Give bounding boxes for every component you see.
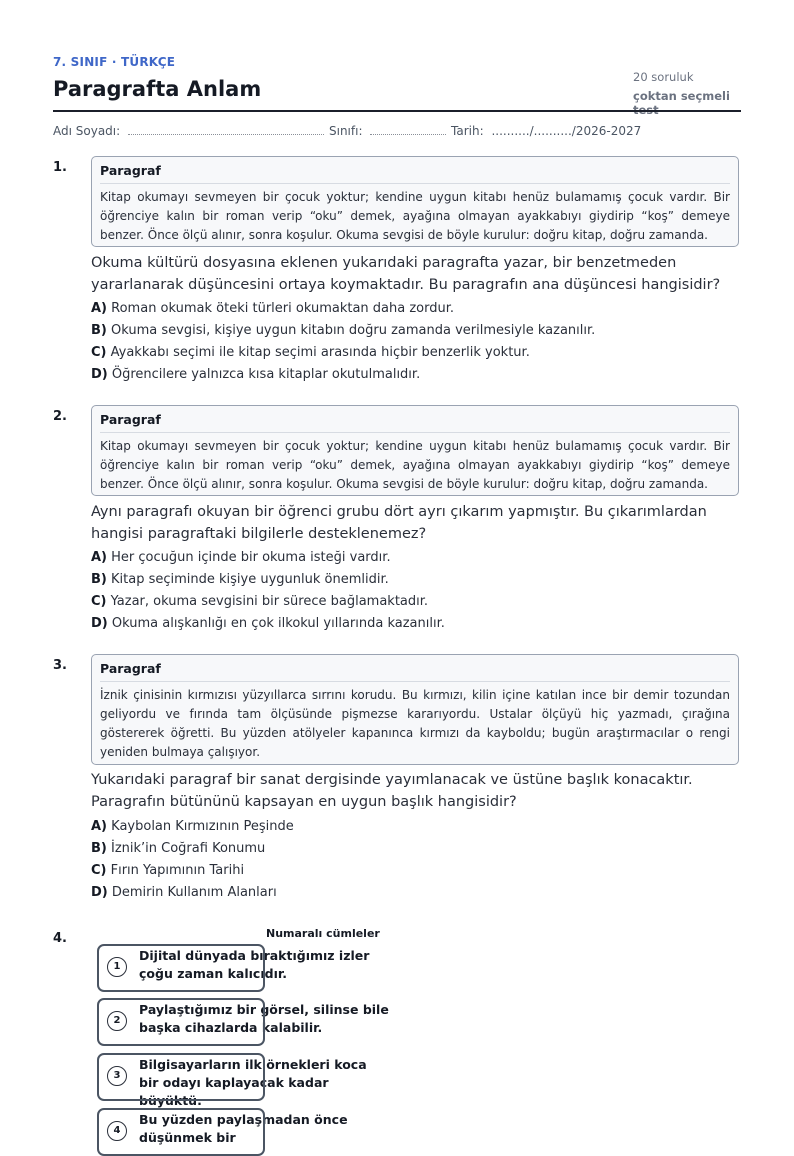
sentence-text: Dijital dünyada bıraktığımız izler çoğu zaman kalıcıdır. (139, 948, 370, 981)
sentence-text: Bilgisayarların ilk örnekleri koca bir odayı kaplayacak kadar büyüktü. (139, 1057, 367, 1108)
sentence-text: Bu yüzden paylaşmadan önce düşünmek bir (139, 1112, 348, 1145)
paragraph-box-title: Paragraf (100, 412, 730, 433)
question-count: 20 soruluk (633, 70, 694, 84)
sentence-text: Paylaştığımız bir görsel, silinse bile başka cihazlarda kalabilir. (139, 1002, 389, 1035)
option-c[interactable]: C) Fırın Yapımının Tarihi (91, 863, 245, 878)
answer-options (91, 298, 739, 386)
question-stem: Aynı paragrafı okuyan bir öğrenci grubu dört ayrı çıkarım yapmıştır. Bu çıkarımlardan hangisi paragraftaki bilgilerle desteklenemez? (91, 504, 707, 542)
class-field[interactable] (370, 124, 446, 135)
question-number: 4. (53, 931, 67, 946)
date-field[interactable]: ........../........../2026-2027 (491, 124, 642, 138)
question-number: 1. (53, 160, 67, 175)
sentence-number-badge: 4 (107, 1121, 127, 1141)
option-b[interactable]: B) İznik’in Coğrafi Konumu (91, 841, 266, 856)
header-divider (53, 110, 741, 112)
paragraph-box (91, 405, 739, 496)
option-a[interactable]: A) Kaybolan Kırmızının Peşinde (91, 819, 294, 834)
paragraph-box-title: Paragraf (100, 661, 730, 682)
sentence-number-badge: 3 (107, 1066, 127, 1086)
option-c[interactable]: C) Ayakkabı seçimi ile kitap seçimi arasında hiçbir benzerlik yoktur. (91, 345, 530, 360)
paragraph-box (91, 654, 739, 765)
option-c[interactable]: C) Yazar, okuma sevgisini bir sürece bağlamaktadır. (91, 594, 429, 609)
page-title: Paragrafta Anlam (53, 77, 262, 101)
paragraph-text: İznik çinisinin kırmızısı yüzyıllarca sırrını korudu. Bu kırmızı, kilin içine katılan ince bir demir tozundan geliyordu ve fırında tam ölçüsünde pişmezse kararıyordu. Ustalar ölçüyü hiç yazmadı, çırağına göstererek öğretti. Bu yüzden atölyeler kapanınca kırmızı da kayboldu; bugün araştırmacılar o rengi yeniden bulmaya çalışıyor. (100, 688, 730, 759)
question-4 (53, 927, 741, 1145)
sentence-number-badge: 1 (107, 957, 127, 977)
sentence-number-badge: 2 (107, 1011, 127, 1031)
test-type: çoktan seçmeli (633, 89, 730, 103)
question-number: 2. (53, 409, 67, 424)
paragraph-text: Kitap okumayı sevmeyen bir çocuk yoktur; kendine uygun kitabı henüz bulamamış çocuk vardır. Bir öğrenciye kalın bir roman verip “oku” demek, ayağına olmayan ayakkabıyı giydirip “koş” demeye benzer. Önce ölçü alınır, sonra koşulur. Okuma sevgisi de böyle kurulur: doğru kitap, doğru zamanda. (100, 439, 730, 491)
question-stem: Yukarıdaki paragraf bir sanat dergisinde yayımlanacak ve üstüne başlık konacaktır. Paragrafın bütününü kapsayan en uygun başlık hangisidir? (91, 772, 693, 810)
question-stem: Okuma kültürü dosyasına eklenen yukarıdaki paragrafta yazar, bir benzetmeden yararlanarak düşüncesini ortaya koymaktadır. Bu paragrafın ana düşüncesi hangisidir? (91, 255, 721, 293)
paragraph-text: Kitap okumayı sevmeyen bir çocuk yoktur; kendine uygun kitabı henüz bulamamış çocuk vardır. Bir öğrenciye kalın bir roman verip “oku” demek, ayağına olmayan ayakkabıyı giydirip “koş” demeye benzer. Önce ölçü alınır, sonra koşulur. Okuma sevgisi de böyle kurulur: doğru kitap, doğru zamanda. (100, 190, 730, 242)
option-d[interactable]: D) Okuma alışkanlığı en çok ilkokul yıllarında kazanılır. (91, 616, 445, 631)
option-a[interactable]: A) Her çocuğun içinde bir okuma isteği vardır. (91, 550, 391, 565)
paragraph-box-title: Paragraf (100, 163, 730, 184)
answer-options (91, 547, 739, 635)
name-label: Adı Soyadı: (53, 124, 121, 138)
option-a[interactable]: A) Roman okumak öteki türleri okumaktan daha zordur. (91, 301, 455, 316)
paragraph-box (91, 156, 739, 247)
class-label: Sınıfı: (329, 124, 363, 138)
date-label: Tarih: (451, 124, 484, 138)
name-field[interactable] (128, 124, 324, 135)
option-d[interactable]: D) Demirin Kullanım Alanları (91, 885, 277, 900)
option-b[interactable]: B) Kitap seçiminde kişiye uygunluk önemlidir. (91, 572, 389, 587)
answer-options (91, 816, 739, 904)
grade-subject-label: 7. SINIF · TÜRKÇE (53, 55, 176, 69)
option-d[interactable]: D) Öğrencilere yalnızca kısa kitaplar okutulmalıdır. (91, 367, 421, 382)
question-number: 3. (53, 658, 67, 673)
numbered-sentences-title: Numaralı cümleler (266, 927, 380, 940)
option-b[interactable]: B) Okuma sevgisi, kişiye uygun kitabın doğru zamanda verilmesiyle kazanılır. (91, 323, 596, 338)
